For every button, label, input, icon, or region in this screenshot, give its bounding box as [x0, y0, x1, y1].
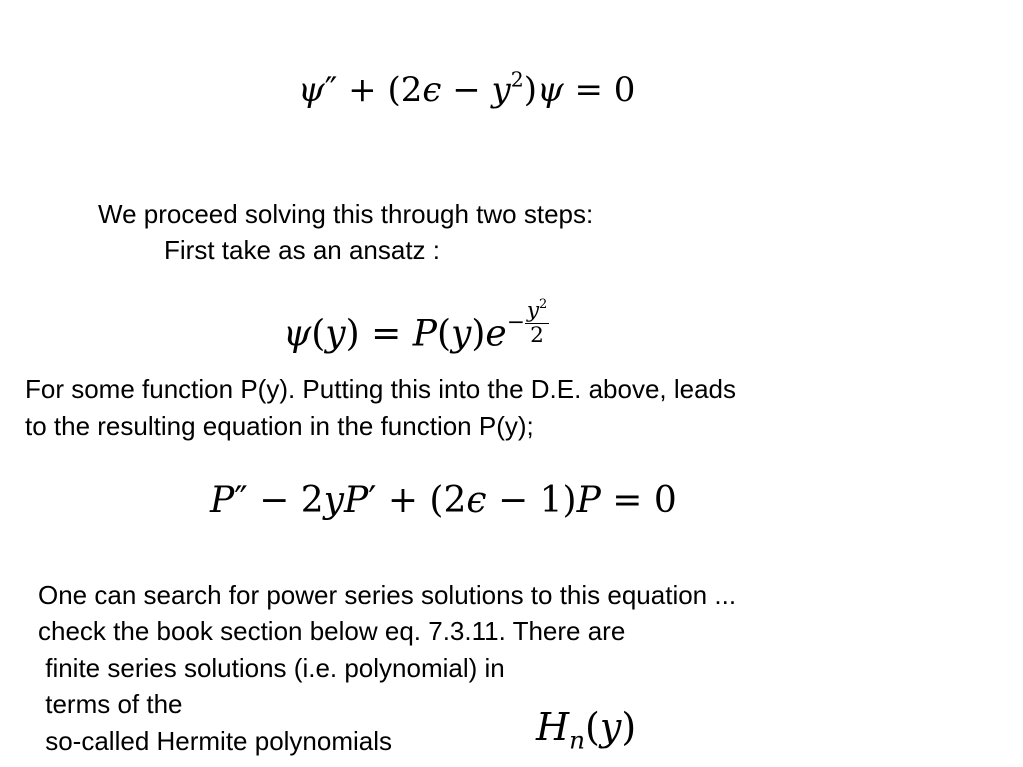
middle-line-2: to the resulting equation in the function P(y); — [25, 411, 534, 441]
intro-line-2: First take as an ansatz : — [164, 235, 441, 265]
hermite-polynomial-symbol: $H_n(y)$ — [536, 705, 637, 755]
closing-line-1: One can search for power series solutions to this equation ... — [38, 580, 737, 610]
hermite-differential-equation: P″ − 2yP′ + (2ϵ − 1)P = 0 — [210, 480, 677, 521]
ansatz-equation: ψ(y) = P(y)e− $\frac{y^2}{2}$ — [283, 296, 548, 355]
middle-line-1: For some function P(y). Putting this into the D.E. above, leads — [25, 374, 737, 404]
closing-line-2: check the book section below eq. 7.3.11. There are — [38, 616, 626, 646]
closing-line-5: so-called Hermite polynomials — [38, 726, 393, 756]
schrodinger-equation: $\psi'' + (2\epsilon - y^2)\psi = 0$ — [298, 67, 636, 110]
closing-line-3: finite series solutions (i.e. polynomial) in — [38, 653, 505, 683]
intro-line-1: We proceed solving this through two steps: — [98, 199, 594, 229]
closing-line-4: terms of the — [38, 689, 183, 719]
